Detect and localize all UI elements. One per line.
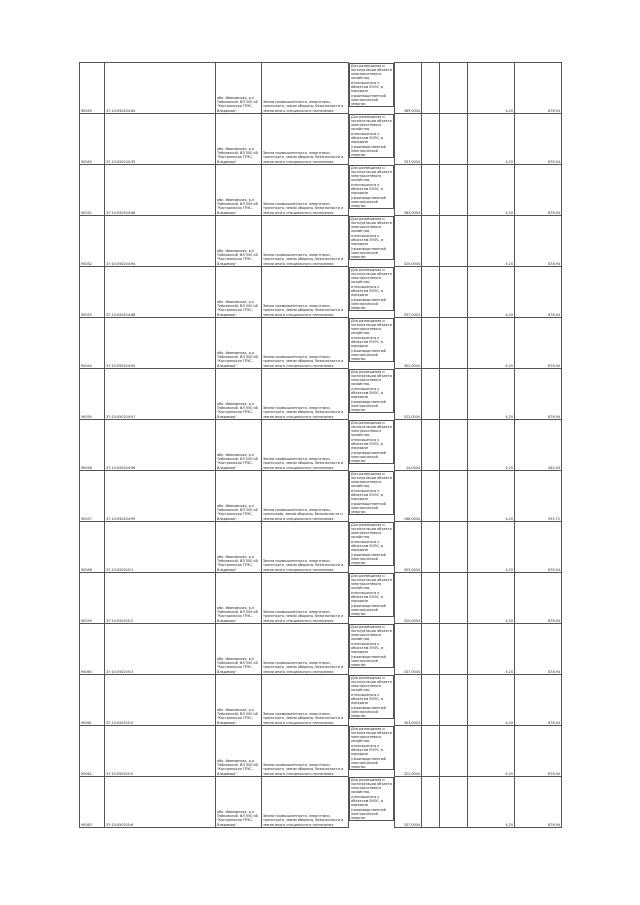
land-category-cell: Земли промышленности, энергетики, транспорта, земли обороны, безопасности и земли иного специального назначения [262,318,349,369]
sum-cell: 878,94 [515,267,562,318]
cadastral-number-cell: 37:10:050204:94 [105,216,216,267]
empty-cell [422,573,440,624]
table-body [80,63,562,828]
coefficient-cell: 4,20 [468,675,515,726]
empty-cell [422,216,440,267]
empty-cell [440,63,468,114]
row-number-cell: 90063 [80,777,105,828]
table-row [80,369,562,420]
empty-cell [422,63,440,114]
row-number-cell: 90058 [80,522,105,573]
table-row [80,624,562,675]
sum-cell: 878,94 [515,522,562,573]
coefficient-cell: 4,20 [468,420,515,471]
permitted-use-cell: Для размещения и эксплуатации объекта электросетевого хозяйства, относящегося к объектам ЕНЭС, в передаче (производственной электрической энергии [349,675,394,720]
table-row [80,114,562,165]
coefficient-cell: 4,20 [468,114,515,165]
row-number-cell: 90049 [80,63,105,114]
sum-cell: 878,94 [515,318,562,369]
table-row [80,63,562,114]
cadastral-number-cell: 37:10:050204:35 [105,114,216,165]
sum-cell: 878,94 [515,675,562,726]
cadastral-number-cell: 37:10:050204:84 [105,63,216,114]
land-category-cell: Земли промышленности, энергетики, транспорта, земли обороны, безопасности и земли иного специального назначения [262,777,349,828]
permitted-use-cell: Для размещения и эксплуатации объекта электросетевого хозяйства, относящегося к объектам ЕНЭС, в передаче (производственной электрической энергии [349,726,394,771]
row-number-cell: 90056 [80,420,105,471]
row-number-cell: 90062 [80,726,105,777]
table-row [80,267,562,318]
coefficient-cell: 4,20 [468,726,515,777]
row-number-cell: 90052 [80,216,105,267]
row-number-cell: 90055 [80,369,105,420]
empty-cell [440,114,468,165]
permitted-use-cell: Для размещения и эксплуатации объекта электросетевого хозяйства, относящегося к объектам ЕНЭС, в передаче (производственной электрической энергии [349,267,394,312]
empty-cell [422,675,440,726]
empty-cell [422,777,440,828]
land-category-cell: Земли промышленности, энергетики, транспорта, земли обороны, безопасности и земли иного специального назначения [262,726,349,777]
permitted-use-cell: Для размещения и эксплуатации объекта электросетевого хозяйства, относящегося к объектам ЕНЭС, в передаче (производственной электрической энергии [349,522,394,567]
area-cell: 337,0004 [395,267,422,318]
table-row [80,777,562,828]
land-category-cell: Земли промышленности, энергетики, транспорта, земли обороны, безопасности и земли иного специального назначения [262,522,349,573]
land-category-cell: Земли промышленности, энергетики, транспорта, земли обороны, безопасности и земли иного специального назначения [262,63,349,114]
table-row [80,420,562,471]
address-cell: обл. Ивановская, р-н Тейковский, ВЛ 500 кВ "Костромская ГРЭС-Владимир" [216,624,262,675]
permitted-use-cell: Для размещения и эксплуатации объекта электросетевого хозяйства, относящегося к объектам ЕНЭС, в передаче (производственной электрической энергии [349,777,394,822]
sum-cell: 878,94 [515,777,562,828]
empty-cell [422,522,440,573]
sum-cell: 878,94 [515,63,562,114]
permitted-use-cell: Для размещения и эксплуатации объекта электросетевого хозяйства, относящегося к объектам ЕНЭС, в передаче (производственной электрической энергии [349,420,394,465]
empty-cell [440,369,468,420]
address-cell: обл. Ивановская, р-н Тейковский, ВЛ 500 кВ "Костромская ГРЭС-Владимир" [216,420,262,471]
address-cell: обл. Ивановская, р-н Тейковский, ВЛ 500 кВ "Костромская ГРЭС-Владимир" [216,165,262,216]
table-row [80,165,562,216]
empty-cell [422,420,440,471]
area-cell: 14,0004 [395,420,422,471]
coefficient-cell: 4,20 [468,63,515,114]
land-category-cell: Земли промышленности, энергетики, транспорта, земли обороны, безопасности и земли иного специального назначения [262,675,349,726]
empty-cell [440,318,468,369]
cadastral-number-cell: 37:10:050205:2 [105,573,216,624]
address-cell: обл. Ивановская, р-н Тейковский, ВЛ 500 кВ "Костромская ГРЭС-Владимир" [216,114,262,165]
empty-cell [440,165,468,216]
land-category-cell: Земли промышленности, энергетики, транспорта, земли обороны, безопасности и земли иного специального назначения [262,369,349,420]
sum-cell: 878,94 [515,624,562,675]
area-cell: 389,0004 [395,63,422,114]
address-cell: обл. Ивановская, р-н Тейковский, ВЛ 500 кВ "Костромская ГРЭС-Владимир" [216,777,262,828]
land-plots-table [79,62,562,828]
area-cell: 302,0004 [395,318,422,369]
sum-cell: 878,94 [515,165,562,216]
cadastral-number-cell: 37:10:050205:1 [105,522,216,573]
cadastral-number-cell: 37:10:050204:96 [105,420,216,471]
address-cell: обл. Ивановская, р-н Тейковский, ВЛ 500 кВ "Костромская ГРЭС-Владимир" [216,471,262,522]
sum-cell: 878,94 [515,114,562,165]
land-category-cell: Земли промышленности, энергетики, транспорта, земли обороны, безопасности и земли иного специального назначения [262,624,349,675]
empty-cell [440,471,468,522]
land-category-cell: Земли промышленности, энергетики, транспорта, земли обороны, безопасности и земли иного специального назначения [262,165,349,216]
address-cell: обл. Ивановская, р-н Тейковский, ВЛ 500 кВ "Костромская ГРЭС-Владимир" [216,573,262,624]
document-page [79,62,561,828]
cadastral-number-cell: 37:10:050204:90 [105,318,216,369]
area-cell: 337,0004 [395,624,422,675]
coefficient-cell: 4,20 [468,624,515,675]
table-row [80,522,562,573]
land-category-cell: Земли промышленности, энергетики, транспорta, земли обороны, безопасности и земли иного специального назначения [262,471,349,522]
table-row [80,471,562,522]
row-number-cell: 90050 [80,114,105,165]
cadastral-number-cell: 37:10:050204:97 [105,369,216,420]
sum-cell: 878,94 [515,726,562,777]
land-category-cell: Земли промышленности, энергетики, транспорта, земли обороны, безопасности и земли иного специального назначения [262,114,349,165]
coefficient-cell: 4,20 [468,522,515,573]
area-cell: 322,0004 [395,726,422,777]
row-number-cell: 90059 [80,573,105,624]
coefficient-cell: 4,20 [468,369,515,420]
permitted-use-cell: Для размещения и эксплуатации объекта электросетевого хозяйства, относящегося к объектам ЕНЭС, в передаче (производственной электрической энергии [349,573,394,618]
empty-cell [422,726,440,777]
empty-cell [440,573,468,624]
empty-cell [440,216,468,267]
cadastral-number-cell: 37:10:050204:86 [105,165,216,216]
permitted-use-cell: Для размещения и эксплуатации объекта электросетевого хозяйства, относящегося к объектам ЕНЭС, в передаче (производственной электрической энергии [349,369,394,414]
empty-cell [440,726,468,777]
permitted-use-cell: Для размещения и эксплуатации объекта электросетевого хозяйства, относящегося к объектам ЕНЭС, в передаче (производственной электрической энергии [349,114,394,159]
area-cell: 303,0004 [395,675,422,726]
address-cell: обл. Ивановская, р-н Тейковский, ВЛ 500 кВ "Костромская ГРЭС-Владимир" [216,675,262,726]
address-cell: обл. Ивановская, р-н Тейковский, ВЛ 500 кВ "Костромская ГРЭС-Владимир" [216,267,262,318]
coefficient-cell: 4,20 [468,777,515,828]
row-number-cell: 90054 [80,318,105,369]
address-cell: обл. Ивановская, р-н Тейковский, ВЛ 500 кВ "Костромская ГРЭС-Владимир" [216,318,262,369]
area-cell: 337,0004 [395,777,422,828]
cadastral-number-cell: 37:10:050204:99 [105,471,216,522]
area-cell: 320,0004 [395,216,422,267]
row-number-cell: 90053 [80,267,105,318]
table-row [80,216,562,267]
coefficient-cell: 4,20 [468,471,515,522]
area-cell: 337,0004 [395,114,422,165]
empty-cell [422,369,440,420]
empty-cell [440,522,468,573]
coefficient-cell: 4,20 [468,318,515,369]
address-cell: обл. Ивановская, р-н Тейковский, ВЛ 500 кВ "Костромская ГРЭС-Владимир" [216,63,262,114]
permitted-use-cell: Для размещения и эксплуатации объекта электросетевого хозяйства, относящегося к объектам ЕНЭС, в передаче (производственной электрической энергии [349,165,394,210]
area-cell: 383,0004 [395,165,422,216]
permitted-use-cell: Для размещения и эксплуатации объекта электросетевого хозяйства, относящегося к объектам ЕНЭС, в передаче (производственной электрической энергии [349,471,394,516]
permitted-use-cell: Для размещения и эксплуатации объекта электросетевого хозяйства, относящегося к объектам ЕНЭС, в передаче (производственной электрической энергии [349,63,394,108]
permitted-use-cell: Для размещения и эксплуатации объекта электросетевого хозяйства, относящегося к объектам ЕНЭС, в передаче (производственной электрической энергии [349,318,394,363]
empty-cell [422,267,440,318]
empty-cell [422,165,440,216]
land-category-cell: Земли промышленности, энергетики, транспорта, земли обороны, безопасности и земли иного специального назначения [262,420,349,471]
sum-cell: 555,72 [515,471,562,522]
cadastral-number-cell: 37:10:050204:88 [105,267,216,318]
address-cell: обл. Ивановская, р-н Тейковский, ВЛ 500 кВ "Костромская ГРЭС-Владимир" [216,216,262,267]
address-cell: обл. Ивановская, р-н Тейковский, ВЛ 500 кВ "Костромская ГРЭС-Владимир" [216,726,262,777]
land-category-cell: Земли промышленности, энергетики, транспорта, земли обороны, безопасности и земли иного специального назначения [262,267,349,318]
row-number-cell: 90061 [80,675,105,726]
coefficient-cell: 4,20 [468,267,515,318]
table-row [80,573,562,624]
coefficient-cell: 4,20 [468,216,515,267]
sum-cell: 878,94 [515,216,562,267]
row-number-cell: 90060 [80,624,105,675]
area-cell: 325,0004 [395,573,422,624]
cadastral-number-cell: 37:10:050205:4 [105,675,216,726]
row-number-cell: 90057 [80,471,105,522]
sum-cell: 878,94 [515,573,562,624]
empty-cell [422,318,440,369]
permitted-use-cell: Для размещения и эксплуатации объекта электросетевого хозяйства, относящегося к объектам ЕНЭС, в передаче (производственной электрической энергии [349,216,394,261]
sum-cell: 440,04 [515,420,562,471]
table-row [80,726,562,777]
table-row [80,675,562,726]
land-category-cell: Земли промышленности, энергетики, транспорта, земли обороны, безопасности и земли иного специального назначения [262,573,349,624]
cadastral-number-cell: 37:10:050205:5 [105,726,216,777]
area-cell: 322,0004 [395,369,422,420]
coefficient-cell: 4,20 [468,573,515,624]
empty-cell [440,420,468,471]
sum-cell: 878,94 [515,369,562,420]
area-cell: 303,0004 [395,522,422,573]
address-cell: обл. Ивановская, р-н Тейковский, ВЛ 500 кВ "Костромская ГРЭС-Владимир" [216,369,262,420]
empty-cell [440,267,468,318]
empty-cell [440,777,468,828]
table-row [80,318,562,369]
cadastral-number-cell: 37:10:050205:6 [105,777,216,828]
empty-cell [440,624,468,675]
land-category-cell: Земли промышленности, энергетики, транспорта, земли обороны, безопасности и земли иного специального назначения [262,216,349,267]
empty-cell [440,675,468,726]
empty-cell [422,114,440,165]
cadastral-number-cell: 37:10:050205:3 [105,624,216,675]
empty-cell [422,471,440,522]
coefficient-cell: 4,20 [468,165,515,216]
address-cell: обл. Ивановская, р-н Тейковский, ВЛ 500 кВ "Костромская ГРЭС-Владимир" [216,522,262,573]
area-cell: 168,0004 [395,471,422,522]
permitted-use-cell: Для размещения и эксплуатации объекта электросетевого хозяйства, относящегося к объектам ЕНЭС, в передаче (производственной электрической энергии [349,624,394,669]
empty-cell [422,624,440,675]
row-number-cell: 90051 [80,165,105,216]
